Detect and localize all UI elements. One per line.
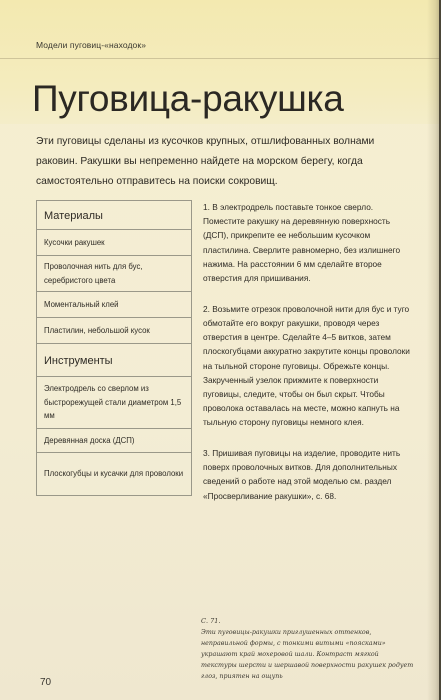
tools-item: Плоскогубцы и кусачки для проволоки xyxy=(44,469,184,479)
materials-item: Пластилин, небольшой кусок xyxy=(37,318,191,344)
materials-item: Проволочная нить для бус, серебристого цвета xyxy=(37,256,191,292)
header-divider xyxy=(0,58,441,59)
caption-reference: С. 71. xyxy=(201,617,221,625)
tools-heading: Инструменты xyxy=(37,344,191,377)
materials-item: Кусочки ракушек xyxy=(37,230,191,256)
step-3: 3. Пришивая пуговицы на изделие, проводите нить поверх проволочных витков. Для дополнительных сведений о работе над этой моделью см. раздел «Просверливание ракушки», с. 68. xyxy=(203,448,401,501)
page-title: Пуговица-ракушка xyxy=(32,78,344,119)
tools-item: Электродрель со сверлом из быстрорежущей стали диаметром 1,5 мм xyxy=(37,377,191,429)
intro-paragraph: Эти пуговицы сделаны из кусочков крупных, отшлифованных волнами раковин. Ракушки вы непременно найдете на морском берегу, когда самостоятельно отправитесь на поиски сокровищ. xyxy=(36,136,375,187)
materials-box xyxy=(36,200,192,496)
instruction-steps xyxy=(203,200,412,519)
tools-item: Деревянная доска (ДСП) xyxy=(37,429,191,453)
step-1: 1. В электродрель поставьте тонкое сверло. Поместите ракушку на деревянную поверхность (ДСП), прикрепите ее небольшим кусочком пластилина. Сверлите равномерно, без излишнего нажима. На расстоянии 6 мм сделайте второе отверстия для пришивания. xyxy=(203,202,401,284)
photo-caption xyxy=(201,616,415,682)
materials-item: Моментальный клей xyxy=(37,292,191,318)
caption-text: Эти пуговицы-ракушки приглушенных оттенков, неправильной формы, с тонкими витыми «поясками» украшают край мохеровой шали. Контраст мягкой текстуры шерсти и шершавой поверхности ракушек родует глоз, приятен на ощупь xyxy=(201,629,414,680)
materials-heading: Материалы xyxy=(37,201,191,230)
step-2: 2. Возьмите отрезок проволочной нити для бус и туго обмотайте его вокруг ракушки, проводя через отверстия в центре. Сделайте 4–5 витков, затем плоскогубцами аккуратно закрутите концы проволоки на тыльной стороне пуговицы. Обрежьте концы. Закрученный узелок прижмите к поверхности пуговицы, следите, чтобы он был скрыт. Чтобы проволока оставалась на месте, можно капнуть на тыльную сторону пуговицы немного клея. xyxy=(203,303,410,428)
page-number: 70 xyxy=(40,677,52,688)
section-header: Модели пуговиц-«находок» xyxy=(36,40,147,50)
